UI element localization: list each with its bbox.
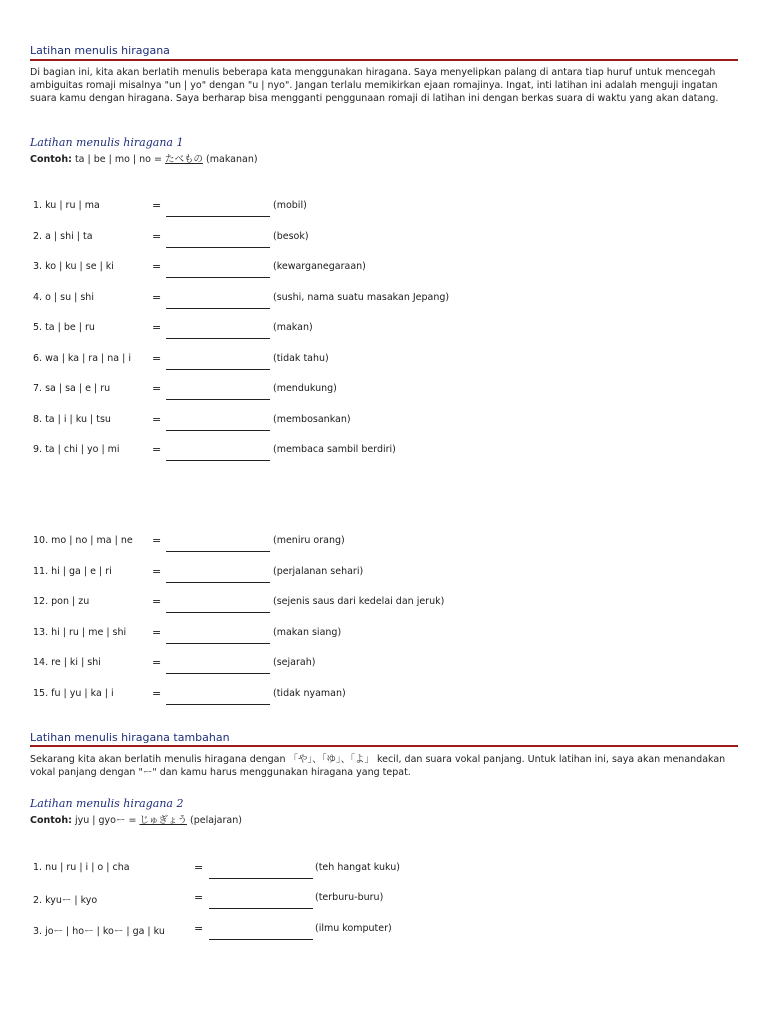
equals-sign: = [152,291,162,304]
example-label: Contoh: [30,815,72,826]
romaji-prompt: 3. ko | ku | se | ki [33,261,114,272]
meaning-hint: (terburu-buru) [315,892,384,903]
meaning-hint: (membaca sambil berdiri) [273,444,396,455]
answer-blank[interactable] [209,939,313,940]
equals-sign: = [152,565,162,578]
meaning-hint: (makan) [273,322,313,333]
answer-blank[interactable] [166,430,270,431]
meaning-hint: (besok) [273,231,309,242]
example-romaji: ta | be | mo | no = [74,154,162,165]
example-answer: たべもの [165,154,204,165]
meaning-hint: (kewarganegaraan) [273,261,366,272]
exercise-title: Latihan menulis hiragana 1 [30,136,184,149]
meaning-hint: (tidak nyaman) [273,688,346,699]
section-intro: Sekarang kita akan berlatih menulis hiragana dengan 「や」、「ゆ」、「よ」 kecil, dan suara vokal panjang. Untuk latihan ini, saya akan menandakan vokal panjang dengan "ー" dan kamu harus menggunakan hiragana yang tepat. [30,754,726,778]
example-answer: じゅぎょう [139,815,187,826]
romaji-prompt: 1. ku | ru | ma [33,200,100,211]
section-title: Latihan menulis hiragana [30,44,170,57]
exercise-title: Latihan menulis hiragana 2 [30,797,184,810]
meaning-hint: (mendukung) [273,383,337,394]
example-label: Contoh: [30,154,72,165]
equals-sign: = [152,595,162,608]
answer-blank[interactable] [166,308,270,309]
meaning-hint: (ilmu komputer) [315,923,392,934]
answer-blank[interactable] [166,399,270,400]
romaji-prompt: 9. ta | chi | yo | mi [33,444,120,455]
meaning-hint: (teh hangat kuku) [315,862,400,873]
equals-sign: = [152,199,162,212]
answer-blank[interactable] [166,704,270,705]
answer-blank[interactable] [166,582,270,583]
equals-sign: = [152,534,162,547]
equals-sign: = [152,321,162,334]
meaning-hint: (sushi, nama suatu masakan Jepang) [273,292,450,303]
section-divider [30,745,738,747]
equals-sign: = [194,861,204,874]
equals-sign: = [152,687,162,700]
romaji-prompt: 7. sa | sa | e | ru [33,383,111,394]
equals-sign: = [152,382,162,395]
equals-sign: = [152,626,162,639]
meaning-hint: (membosankan) [273,414,351,425]
equals-sign: = [194,922,204,935]
answer-blank[interactable] [166,338,270,339]
equals-sign: = [152,656,162,669]
answer-blank[interactable] [166,247,270,248]
example-meaning: (pelajaran) [189,815,242,826]
answer-blank[interactable] [166,369,270,370]
romaji-prompt: 2. kyuー | kyo [33,895,98,906]
equals-sign: = [152,230,162,243]
section-intro: Di bagian ini, kita akan berlatih menulis beberapa kata menggunakan hiragana. Saya menyelipkan palang di antara tiap huruf untuk mencegah ambiguitas romaji misalnya "un | yo" dengan "u | nyo". Jangan terlalu memikirkan ejaan romajinya. Ingat, inti latihan ini adalah menguji ingatan suara kamu dengan hiragana. Saya berharap bisa mengganti penggunaan romaji di latihan ini dengan berkas suara di waktu yang akan datang. [30,67,719,104]
equals-sign: = [194,891,204,904]
example-line [30,812,242,826]
meaning-hint: (makan siang) [273,627,342,638]
answer-blank[interactable] [166,673,270,674]
equals-sign: = [152,352,162,365]
romaji-prompt: 1. nu | ru | i | o | cha [33,862,130,873]
romaji-prompt: 14. re | ki | shi [33,657,101,668]
romaji-prompt: 12. pon | zu [33,596,90,607]
answer-blank[interactable] [209,908,313,909]
romaji-prompt: 4. o | su | shi [33,292,94,303]
example-line [30,151,258,165]
meaning-hint: (meniru orang) [273,535,345,546]
section-divider [30,59,738,61]
answer-blank[interactable] [209,878,313,879]
romaji-prompt: 3. joー | hoー | koー | ga | ku [33,926,165,937]
answer-blank[interactable] [166,612,270,613]
answer-blank[interactable] [166,216,270,217]
romaji-prompt: 8. ta | i | ku | tsu [33,414,111,425]
meaning-hint: (sejenis saus dari kedelai dan jeruk) [273,596,445,607]
equals-sign: = [152,443,162,456]
section-title: Latihan menulis hiragana tambahan [30,731,230,744]
romaji-prompt: 10. mo | no | ma | ne [33,535,133,546]
answer-blank[interactable] [166,643,270,644]
meaning-hint: (tidak tahu) [273,353,329,364]
example-romaji: jyu | gyoー = [74,815,137,826]
romaji-prompt: 5. ta | be | ru [33,322,95,333]
romaji-prompt: 13. hi | ru | me | shi [33,627,127,638]
answer-blank[interactable] [166,460,270,461]
answer-blank[interactable] [166,277,270,278]
romaji-prompt: 11. hi | ga | e | ri [33,566,112,577]
example-meaning: (makanan) [206,154,258,165]
romaji-prompt: 6. wa | ka | ra | na | i [33,353,132,364]
meaning-hint: (mobil) [273,200,307,211]
romaji-prompt: 2. a | shi | ta [33,231,93,242]
meaning-hint: (perjalanan sehari) [273,566,364,577]
meaning-hint: (sejarah) [273,657,316,668]
equals-sign: = [152,413,162,426]
equals-sign: = [152,260,162,273]
answer-blank[interactable] [166,551,270,552]
romaji-prompt: 15. fu | yu | ka | i [33,688,114,699]
